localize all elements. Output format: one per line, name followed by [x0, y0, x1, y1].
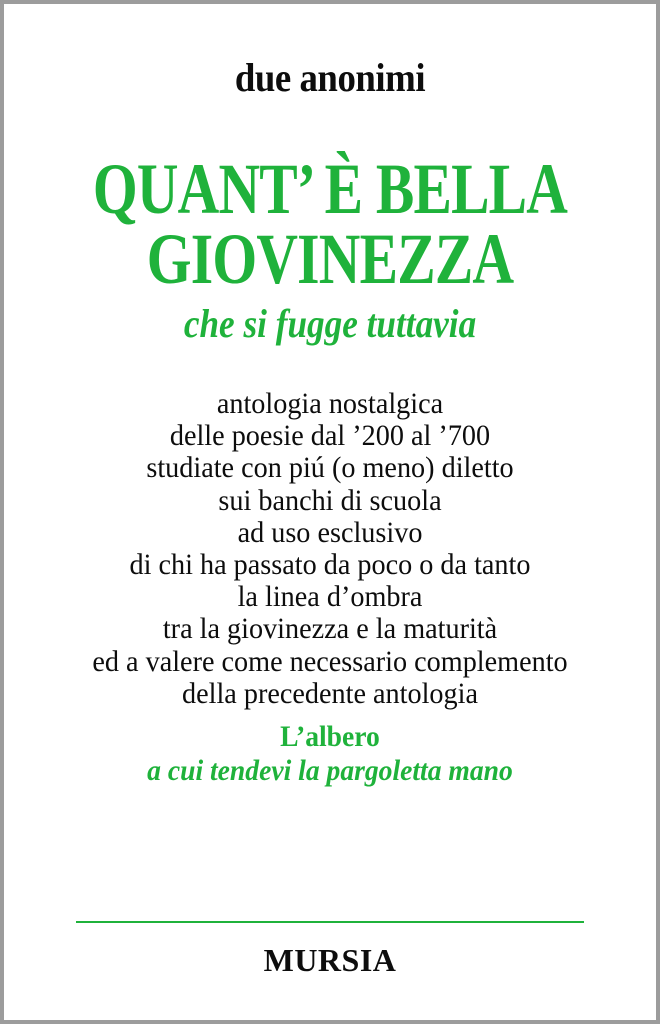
authors: due anonimi: [234, 55, 426, 100]
description-line: la linea d’ombra: [237, 580, 423, 614]
series-subtitle: a cui tendevi la pargoletta mano: [147, 754, 513, 787]
description-line: ed a valere come necessario complemento: [92, 644, 568, 678]
description-line: sui banchi di scuola: [218, 483, 442, 517]
description-line: antologia nostalgica: [216, 387, 444, 420]
description-line: delle poesie dal ’200 al ’700: [169, 419, 491, 453]
description-line: della precedente antologia: [182, 676, 478, 710]
book-title: [4, 149, 656, 299]
description-line: di chi ha passato da poco o da tanto: [129, 548, 531, 582]
title-line-1: QUANT’ È BELLA: [92, 149, 568, 229]
title-line-2: GIOVINEZZA: [146, 219, 514, 299]
series-reference: [4, 720, 656, 788]
description-line: tra la giovinezza e la maturità: [162, 612, 498, 646]
publisher-name: MURSIA: [263, 942, 397, 978]
description-line: studiate con piú (o meno) diletto: [146, 451, 514, 485]
description-line: ad uso esclusivo: [237, 515, 423, 549]
divider-rule: [76, 921, 584, 923]
description: [4, 388, 656, 710]
series-title: L’albero: [280, 720, 380, 753]
book-subtitle: che si fugge tuttavia: [183, 301, 477, 346]
